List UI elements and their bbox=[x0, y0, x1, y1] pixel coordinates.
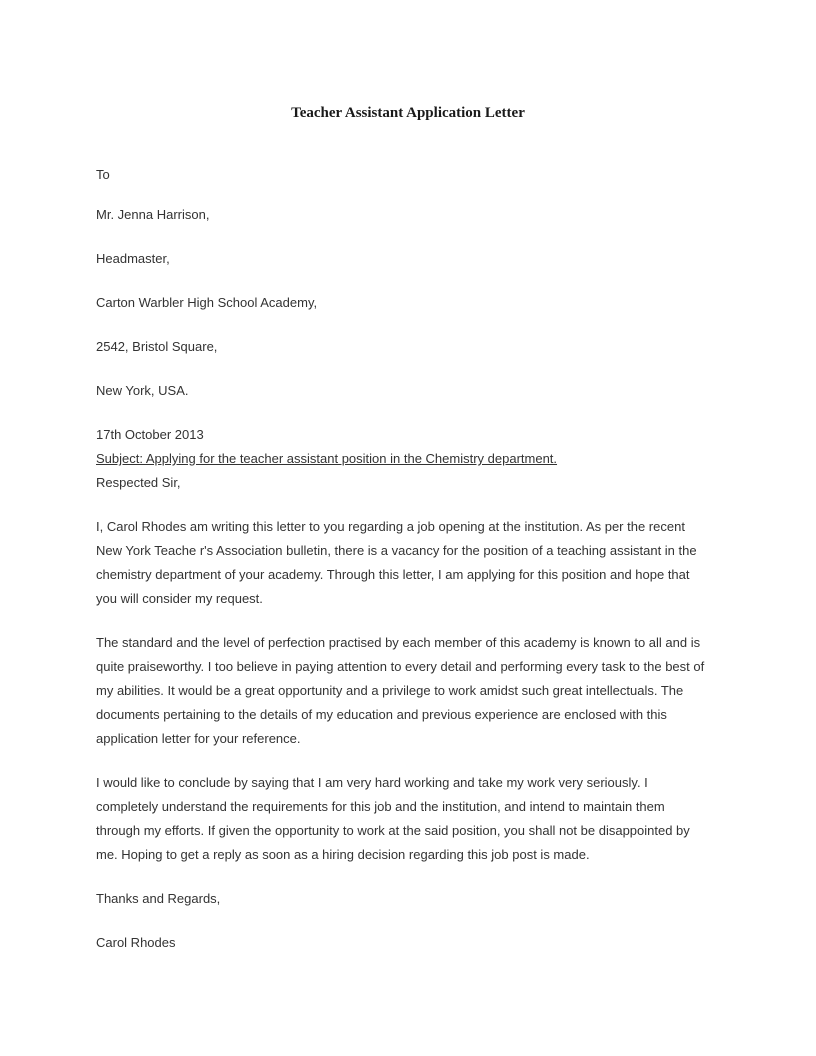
paragraph-line: documents pertaining to the details of my education and previous experience are enclosed with this bbox=[96, 707, 667, 722]
recipient-name: Mr. Jenna Harrison, bbox=[96, 207, 210, 222]
paragraph-2 bbox=[96, 631, 726, 751]
paragraph-line: chemistry department of your academy. Through this letter, I am applying for this position and hope that bbox=[96, 567, 690, 582]
recipient-to: To bbox=[96, 167, 110, 182]
signature: Carol Rhodes bbox=[96, 935, 176, 950]
paragraph-line: my abilities. It would be a great opportunity and a privilege to work amidst such great intellectuals. The bbox=[96, 683, 684, 698]
paragraph-line: me. Hoping to get a reply as soon as a hiring decision regarding this job post is made. bbox=[96, 847, 590, 862]
paragraph-line: I would like to conclude by saying that I am very hard working and take my work very seriously. I bbox=[96, 775, 648, 790]
recipient-city: New York, USA. bbox=[96, 383, 189, 398]
paragraph-line: I, Carol Rhodes am writing this letter to you regarding a job opening at the institution. As per the recent bbox=[96, 519, 685, 534]
paragraph-line: New York Teache r's Association bulletin, there is a vacancy for the position of a teaching assistant in the bbox=[96, 543, 697, 558]
paragraph-line: completely understand the requirements for this job and the institution, and intend to maintain them bbox=[96, 799, 665, 814]
letter-date: 17th October 2013 bbox=[96, 427, 204, 442]
recipient-position: Headmaster, bbox=[96, 251, 170, 266]
paragraph-line: quite praiseworthy. I too believe in paying attention to every detail and performing every task to the best of bbox=[96, 659, 705, 674]
paragraph-3 bbox=[96, 771, 726, 867]
recipient-institution: Carton Warbler High School Academy, bbox=[96, 295, 318, 310]
paragraph-line: application letter for your reference. bbox=[96, 731, 301, 746]
letter-subject: Subject: Applying for the teacher assistant position in the Chemistry department. bbox=[96, 451, 558, 466]
letter-title: Teacher Assistant Application Letter bbox=[291, 105, 525, 121]
paragraph-line: The standard and the level of perfection practised by each member of this academy is known to all and is bbox=[96, 635, 701, 650]
recipient-street: 2542, Bristol Square, bbox=[96, 339, 218, 354]
paragraph-line: you will consider my request. bbox=[96, 591, 263, 606]
paragraph-1 bbox=[96, 515, 726, 611]
closing: Thanks and Regards, bbox=[96, 891, 221, 906]
paragraph-line: through my efforts. If given the opportunity to work at the said position, you shall not be disappointed by bbox=[96, 823, 690, 838]
salutation: Respected Sir, bbox=[96, 475, 181, 490]
